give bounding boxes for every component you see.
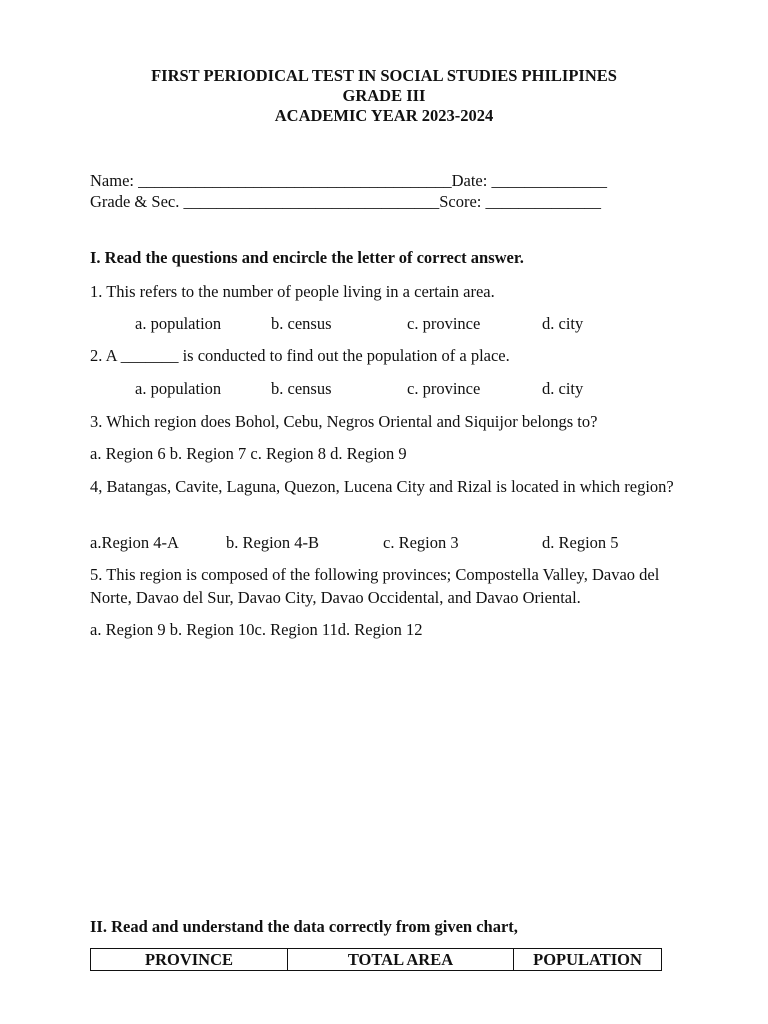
test-header [0,66,768,126]
choice-d: d. Region 5 [542,533,619,552]
choice-d: d. city [542,314,584,333]
question-2-choices [0,379,768,399]
part1-instruction: I. Read the questions and encircle the letter of correct answer. [90,248,524,267]
question-3: 3. Which region does Bohol, Cebu, Negros Oriental and Siquijor belongs to? [90,412,598,431]
student-info [90,170,607,212]
question-1: 1. This refers to the number of people living in a certain area. [90,282,495,301]
choice-a: a. population [135,314,222,333]
choice-b: b. census [271,379,332,398]
choice-a: a.Region 4-A [90,533,179,552]
population-header: POPULATION [533,950,642,969]
province-header: PROVINCE [91,949,288,970]
test-title: FIRST PERIODICAL TEST IN SOCIAL STUDIES PHILIPINES [151,66,617,85]
question-5-choices: a. Region 9 b. Region 10c. Region 11d. Region 12 [90,620,423,639]
question-3-choices: a. Region 6 b. Region 7 c. Region 8 d. Region 9 [90,444,407,463]
grade-level: GRADE III [342,86,426,105]
name-date-line: Name: ______________________________________Date: ______________ [90,171,607,190]
academic-year: ACADEMIC YEAR 2023-2024 [274,106,494,125]
choice-c: c. province [407,379,481,398]
question-1-choices [0,314,768,334]
data-table-header [90,948,662,971]
grade-score-line: Grade & Sec. _______________________________Score: ______________ [90,192,601,211]
question-5: 5. This region is composed of the following provinces; Compostella Valley, Davao del Norte, Davao del Sur, Davao City, Davao Occidental, and Davao Oriental. [90,565,660,607]
choice-d: d. city [542,379,584,398]
choice-c: c. Region 3 [383,533,459,552]
choice-c: c. province [407,314,481,333]
choice-b: b. census [271,314,332,333]
part2-instruction: II. Read and understand the data correctly from given chart, [90,917,518,936]
choice-b: b. Region 4-B [226,533,320,552]
choice-a: a. population [135,379,222,398]
question-4-choices [0,533,768,553]
question-2: 2. A _______ is conducted to find out the population of a place. [90,346,510,365]
total-area-header: TOTAL AREA [288,949,514,970]
question-4: 4, Batangas, Cavite, Laguna, Quezon, Lucena City and Rizal is located in which region? [90,477,674,496]
